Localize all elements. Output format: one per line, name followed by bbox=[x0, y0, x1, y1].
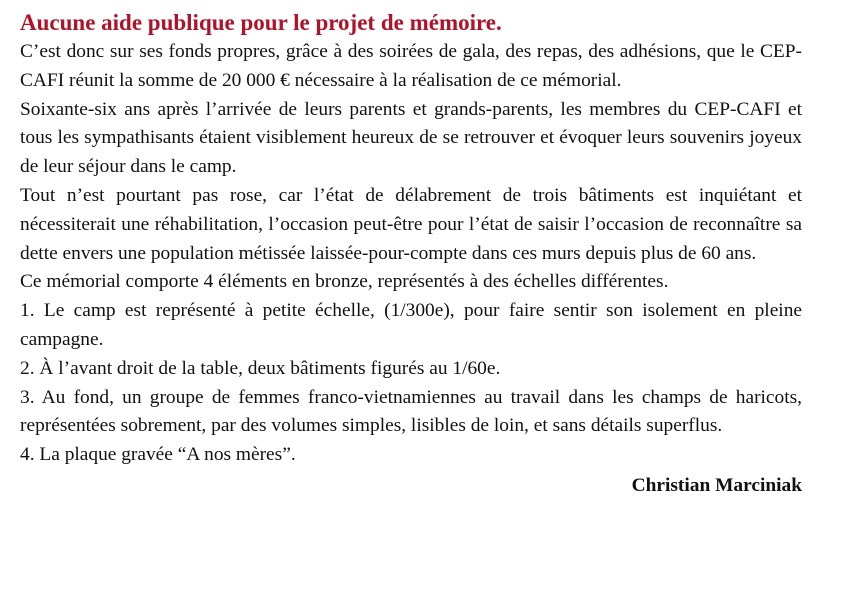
article-title: Aucune aide publique pour le projet de mémoire. bbox=[20, 10, 502, 35]
paragraph-buildings: Tout n’est pourtant pas rose, car l’état de délabrement de trois bâtiments est inquiétant et nécessiterait une réhabilitation, l’occasion peut-être pour l’état de saisir l’occasion de reconnaître sa dette envers une population métissée laissée-pour-compte dans ces murs depuis plus de 60 ans. bbox=[20, 184, 802, 264]
paragraph-memorial-elements: Ce mémorial comporte 4 éléments en bronze, représentés à des échelles différentes. bbox=[20, 271, 669, 293]
paragraph-funding: C’est donc sur ses fonds propres, grâce à des soirées de gala, des repas, des adhésions, que le CEP-CAFI réunit la somme de 20 000 € nécessaire à la réalisation de ce mémorial. bbox=[20, 41, 802, 91]
list-item-plaque: 4. La plaque gravée “A nos mères”. bbox=[20, 444, 296, 466]
author-signature: Christian Marciniak bbox=[631, 474, 802, 496]
article-body bbox=[20, 38, 802, 470]
list-item-camp: 1. Le camp est représenté à petite échelle, (1/300e), pour faire sentir son isolement en pleine campagne. bbox=[20, 300, 802, 350]
paragraph-reunion: Soixante-six ans après l’arrivée de leurs parents et grands-parents, les membres du CEP-CAFI et tous les sympathisants étaient visiblement heureux de se retrouver et évoquer leurs souvenirs joyeux de leur séjour dans le camp. bbox=[20, 98, 802, 178]
list-item-buildings: 2. À l’avant droit de la table, deux bâtiments figurés au 1/60e. bbox=[20, 357, 501, 379]
article bbox=[20, 0, 802, 500]
list-item-women: 3. Au fond, un groupe de femmes franco-vietnamiennes au travail dans les champs de haricots, représentées sobrement, par des volumes simples, lisibles de loin, et sans détails superflus. bbox=[20, 386, 802, 437]
